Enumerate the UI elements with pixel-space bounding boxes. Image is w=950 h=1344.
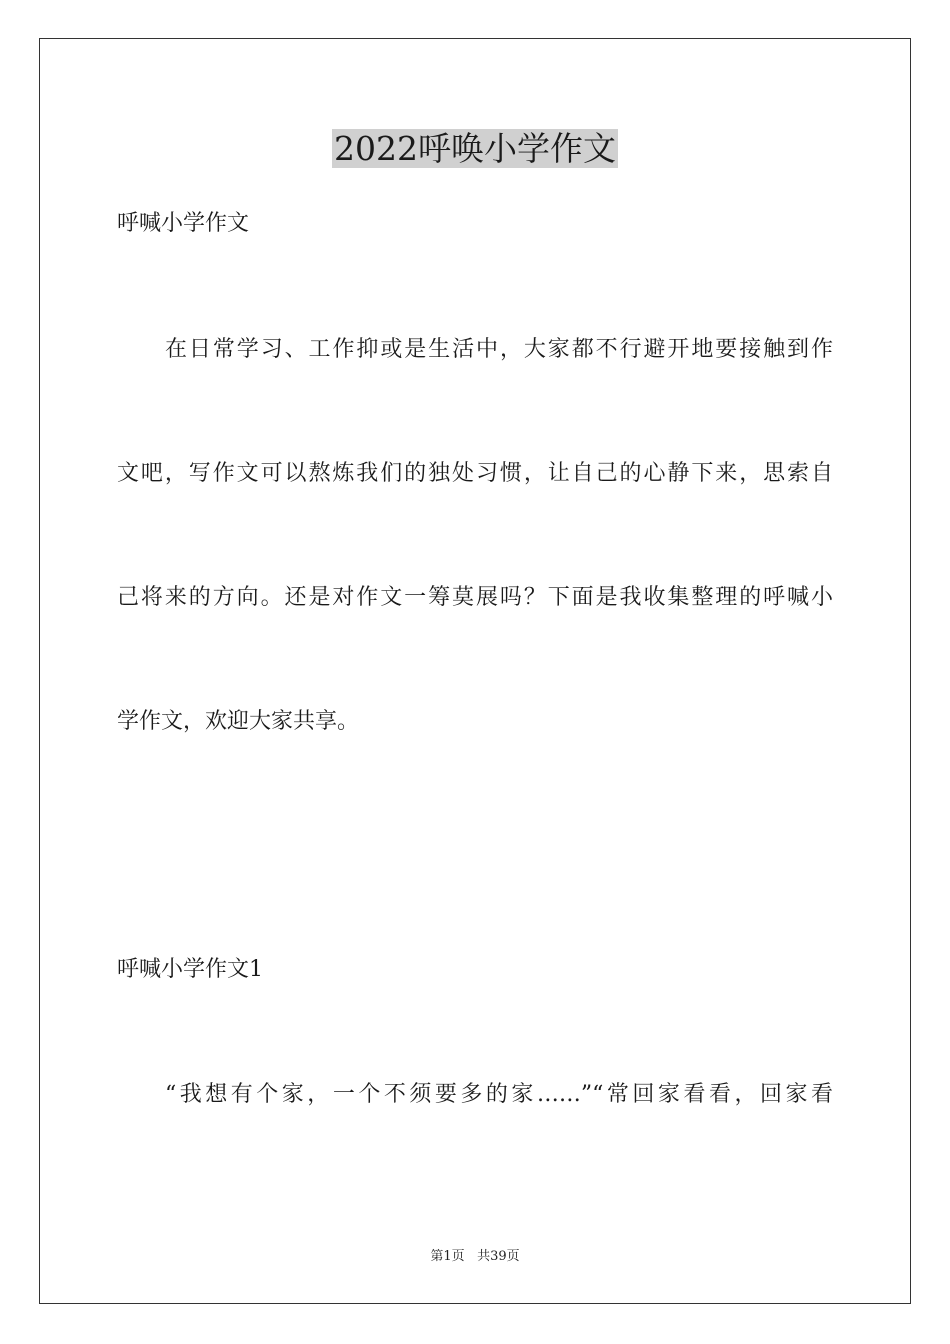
- paragraph-line: 在日常学习、工作抑或是生活中，大家都不行避开地要接触到作: [165, 337, 833, 362]
- page-total: 共39页: [477, 1249, 520, 1264]
- page-number: 第1页: [430, 1249, 465, 1264]
- paragraph-line: 文吧，写作文可以熬炼我们的独处习惯，让自己的心静下来，思索自: [117, 461, 833, 486]
- document-subtitle: 呼喊小学作文: [117, 211, 250, 236]
- section-heading: 呼喊小学作文1: [117, 957, 263, 982]
- paragraph-line: “我想有个家，一个不须要多的家……”“常回家看看，回家看: [165, 1082, 833, 1107]
- paragraph-line: 己将来的方向。还是对作文一筹莫展吗？下面是我收集整理的呼喊小: [117, 585, 833, 610]
- page-footer: [0, 1248, 950, 1266]
- document-title: [0, 127, 950, 171]
- paragraph-line: 学作文，欢迎大家共享。: [117, 709, 360, 734]
- document-title-text: 2022呼唤小学作文: [334, 129, 616, 168]
